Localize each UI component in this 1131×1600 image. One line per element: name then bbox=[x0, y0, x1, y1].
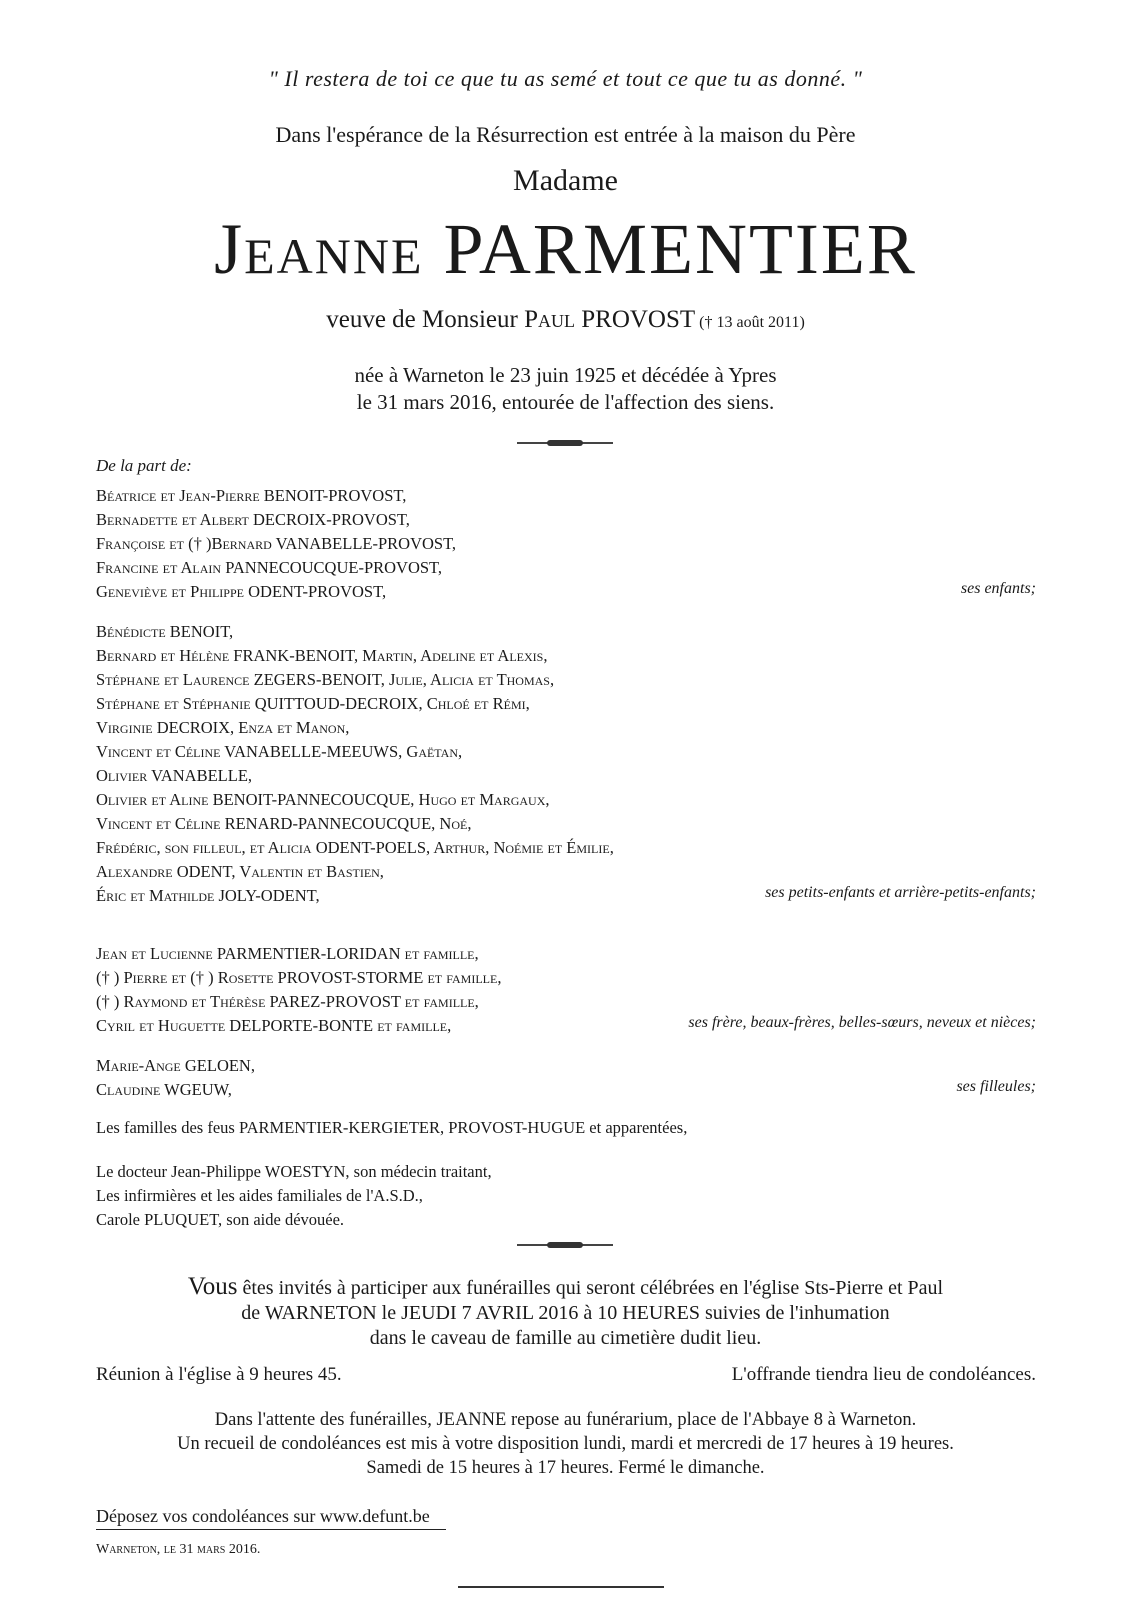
honorific-title: Madame bbox=[513, 164, 618, 197]
divider-ornament bbox=[517, 1244, 613, 1246]
family-line: Stéphane et Stéphanie QUITTOUD-DECROIX, Chloé et Rémi, bbox=[96, 694, 530, 713]
invitation-line-1-rest: êtes invités à participer aux funérailles qui seront célébrées en l'église Sts-Pierre et Paul bbox=[237, 1277, 944, 1299]
family-line: Alexandre ODENT, Valentin et Bastien, bbox=[96, 862, 384, 881]
husband-first-name: Paul bbox=[524, 306, 575, 333]
relation-label: ses filleules; bbox=[956, 1078, 1036, 1095]
family-line: Carole PLUQUET, son aide dévouée. bbox=[96, 1210, 345, 1229]
printer-footer-mark bbox=[458, 1586, 664, 1598]
family-line: Stéphane et Laurence ZEGERS-BENOIT, Julie, Alicia et Thomas, bbox=[96, 670, 555, 689]
relation-label: ses frère, beaux-frères, belles-sœurs, neveux et nièces; bbox=[688, 1014, 1036, 1031]
invitation-line-2: de WARNETON le JEUDI 7 AVRIL 2016 à 10 HEURES suivies de l'inhumation bbox=[241, 1302, 890, 1324]
husband-last-name: PROVOST bbox=[575, 306, 696, 333]
wake-info bbox=[0, 1408, 1131, 1480]
family-line: Jean et Lucienne PARMENTIER-LORIDAN et famille, bbox=[96, 944, 479, 963]
family-line: Bernard et Hélène FRANK-BENOIT, Martin, Adeline et Alexis, bbox=[96, 646, 548, 665]
wake-line: Dans l'attente des funérailles, JEANNE repose au funérarium, place de l'Abbaye 8 à Warneton. bbox=[214, 1410, 917, 1430]
family-line: Vincent et Céline VANABELLE-MEEUWS, Gaëtan, bbox=[96, 742, 463, 761]
family-group-children bbox=[96, 484, 1036, 604]
family-line: Françoise et († )Bernard VANABELLE-PROVOST, bbox=[96, 534, 457, 553]
invitation-line-3: dans le caveau de famille au cimetière dudit lieu. bbox=[369, 1327, 762, 1349]
divider-ornament bbox=[517, 442, 613, 444]
condolences-website-link[interactable]: Déposez vos condoléances sur www.defunt.be bbox=[96, 1506, 446, 1530]
place-and-date: Warneton, le 31 mars 2016. bbox=[96, 1542, 261, 1557]
family-line: Olivier VANABELLE, bbox=[96, 766, 253, 785]
husband-death-note: († 13 août 2011) bbox=[695, 314, 805, 331]
family-line: Olivier et Aline BENOIT-PANNECOUCQUE, Hugo et Margaux, bbox=[96, 790, 550, 809]
from-label: De la part de: bbox=[96, 456, 192, 475]
wake-line: Samedi de 15 heures à 17 heures. Fermé le dimanche. bbox=[366, 1458, 765, 1478]
family-line: Virginie DECROIX, Enza et Manon, bbox=[96, 718, 350, 737]
family-line: Le docteur Jean-Philippe WOESTYN, son médecin traitant, bbox=[96, 1162, 492, 1181]
relation-label: ses enfants; bbox=[960, 580, 1036, 597]
family-line: Bernadette et Albert DECROIX-PROVOST, bbox=[96, 510, 410, 529]
family-line: Geneviève et Philippe ODENT-PROVOST, bbox=[96, 582, 387, 601]
family-line: Béatrice et Jean-Pierre BENOIT-PROVOST, bbox=[96, 486, 407, 505]
family-line: Les infirmières et les aides familiales de l'A.S.D., bbox=[96, 1186, 423, 1205]
first-name: Jeanne bbox=[214, 209, 424, 289]
widow-prefix: veuve de Monsieur bbox=[326, 306, 525, 333]
family-line: Claudine WGEUW, bbox=[96, 1080, 232, 1099]
invitation-line-1 bbox=[0, 1274, 1131, 1301]
family-line: Bénédicte BENOIT, bbox=[96, 622, 234, 641]
wake-line: Un recueil de condoléances est mis à votre disposition lundi, mardi et mercredi de 17 heures à 19 heures. bbox=[177, 1434, 954, 1454]
birth-death-info bbox=[0, 362, 1131, 416]
family-line: Marie-Ange GELOEN, bbox=[96, 1056, 255, 1075]
family-group-siblings bbox=[96, 942, 1036, 1038]
relation-label: ses petits-enfants et arrière-petits-enfants; bbox=[765, 884, 1036, 901]
intro-text: Dans l'espérance de la Résurrection est entrée à la maison du Père bbox=[275, 122, 856, 147]
birth-line: née à Warneton le 23 juin 1925 et décédée à Ypres bbox=[354, 363, 777, 387]
family-line: Vincent et Céline RENARD-PANNECOUCQUE, Noé, bbox=[96, 814, 472, 833]
family-line: († ) Pierre et († ) Rosette PROVOST-STORME et famille, bbox=[96, 968, 502, 987]
family-line: Cyril et Huguette DELPORTE-BONTE et famille, bbox=[96, 1016, 452, 1035]
family-line: Les familles des feus PARMENTIER-KERGIETER, PROVOST-HUGUE et apparentées, bbox=[96, 1118, 688, 1137]
family-group-relatives bbox=[96, 1116, 1036, 1140]
family-line: Francine et Alain PANNECOUCQUE-PROVOST, bbox=[96, 558, 443, 577]
family-line: Frédéric, son filleul, et Alicia ODENT-POELS, Arthur, Noémie et Émilie, bbox=[96, 838, 614, 857]
deceased-name bbox=[0, 208, 1131, 291]
widow-line bbox=[0, 306, 1131, 334]
family-line: Éric et Mathilde JOLY-ODENT, bbox=[96, 886, 320, 905]
family-group-caregivers bbox=[96, 1160, 1036, 1232]
offering-note: L'offrande tiendra lieu de condoléances. bbox=[731, 1364, 1036, 1385]
invitation-lead-word: Vous bbox=[187, 1273, 238, 1300]
family-group-grandchildren bbox=[96, 620, 1036, 908]
family-group-goddaughters bbox=[96, 1054, 1036, 1102]
birth-line: le 31 mars 2016, entourée de l'affection des siens. bbox=[356, 390, 775, 414]
epigraph-quote: " Il restera de toi ce que tu as semé et tout ce que tu as donné. " bbox=[268, 66, 863, 91]
meeting-time: Réunion à l'église à 9 heures 45. bbox=[96, 1364, 342, 1385]
funeral-invitation bbox=[0, 1274, 1131, 1351]
last-name: PARMENTIER bbox=[443, 209, 917, 289]
family-line: († ) Raymond et Thérèse PAREZ-PROVOST et famille, bbox=[96, 992, 479, 1011]
